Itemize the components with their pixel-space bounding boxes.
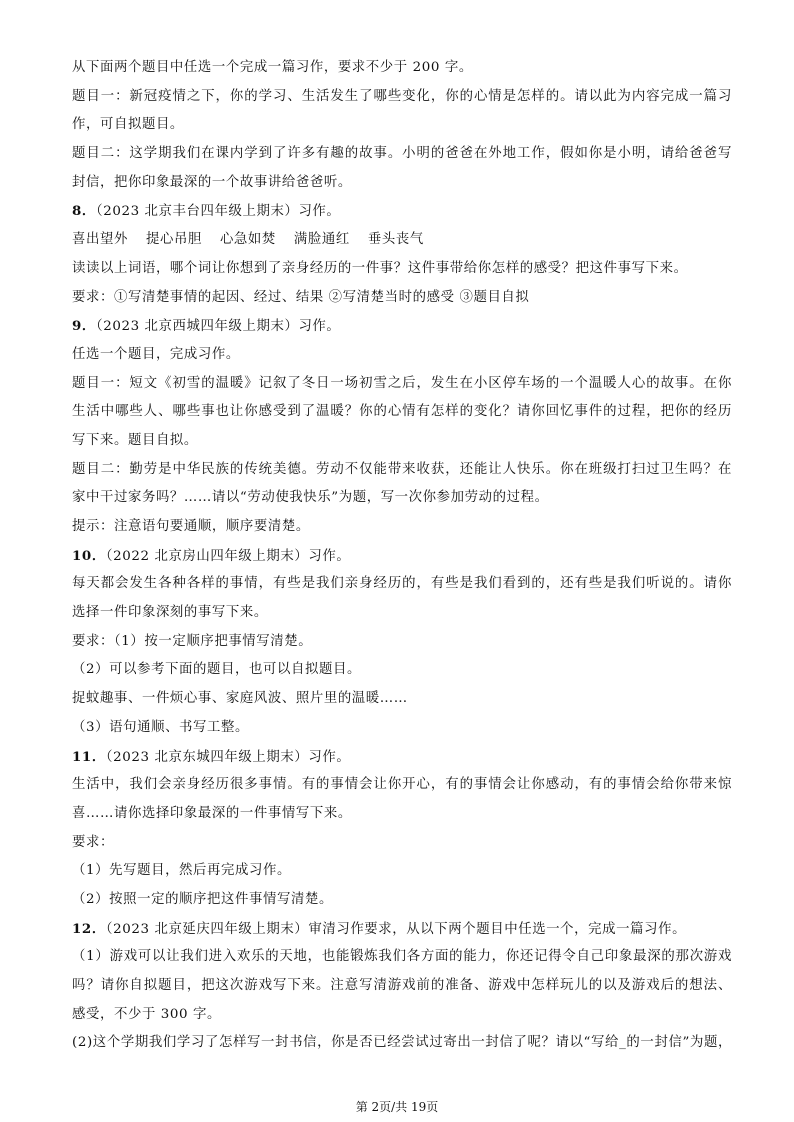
text-line: 生活中，我们会亲身经历很多事情。有的事情会让你开心，有的事情会让你感动，有的事情会给你带来惊: [72, 777, 732, 793]
question-number: 9．: [72, 318, 96, 335]
document-body: [72, 58, 732, 1062]
text-line: 从下面两个题目中任选一个完成一篇习作，要求不少于 200 字。: [72, 60, 473, 75]
idiom-list: [72, 230, 732, 250]
question-source: （2022 北京房山四年级上期末）习作。: [105, 548, 351, 564]
question-number: 8．: [72, 203, 96, 220]
question-9-heading: [72, 316, 732, 336]
question-source: （2023 北京东城四年级上期末）习作。: [105, 749, 351, 765]
text-line: 写下来。题目自拟。: [72, 432, 198, 448]
text-line: 捉蚊趣事、一件烦心事、家庭风波、照片里的温暖……: [72, 691, 408, 707]
text-line: 题目二：这学期我们在课内学到了许多有趣的故事。小明的爸爸在外地工作，假如你是小明，请给爸爸写: [72, 146, 732, 162]
question-source: （2023 北京西城四年级上期末）习作。: [95, 319, 341, 335]
text-line: 题目一：短文《初雪的温暖》记叙了冬日一场初雪之后，发生在小区停车场的一个温暖人心的故事。在你: [72, 375, 732, 391]
idiom: 提心吊胆: [145, 232, 202, 248]
text-line: 要求：（1）按一定顺序把事情写清楚。: [72, 633, 313, 649]
text-line: 喜……请你选择印象最深的一件事情写下来。: [72, 805, 352, 821]
idiom: 满脸通红: [293, 232, 350, 248]
text-line: 任选一个题目，完成习作。: [72, 346, 240, 362]
text-line: 吗？请你自拟题目，把这次游戏写下来。注意写清游戏前的准备、游戏中怎样玩儿的以及游戏后的想法、: [72, 978, 732, 993]
question-source: （2023 北京延庆四年级上期末）审清习作要求，从以下两个题目中任选一个，完成一篇习作。: [105, 921, 687, 937]
page-footer: 第 2页/共 19页: [355, 1100, 439, 1114]
text-line: （2）按照一定的顺序把这件事情写清楚。: [72, 891, 333, 907]
idiom: 喜出望外: [72, 232, 128, 248]
text-line: 读读以上词语，哪个词让你想到了亲身经历的一件事？这件事带给你怎样的感受？把这件事写下来。: [72, 260, 688, 276]
text-line: 作，可自拟题目。: [72, 117, 184, 133]
idiom: 垂头丧气: [367, 232, 424, 248]
text-line: 题目一：新冠疫情之下，你的学习、生活发生了哪些变化，你的心情是怎样的。请以此为内容完成一篇习: [72, 88, 732, 104]
text-line: (2)这个学期我们学习了怎样写一封书信，你是否已经尝试过寄出一封信了呢？请以“写给_的一封信”为题，: [72, 1035, 732, 1051]
idiom: 心急如焚: [219, 232, 276, 248]
text-line: 题目二：勤劳是中华民族的传统美德。劳动不仅能带来收获，还能让人快乐。你在班级打扫过卫生吗？在: [72, 461, 732, 477]
text-line: 提示：注意语句要通顺，顺序要清楚。: [72, 519, 310, 534]
text-line: 生活中哪些人、哪些事也让你感受到了温暖？你的心情有怎样的变化？请你回忆事件的过程，把你的经历: [72, 404, 732, 420]
text-line: （1）先写题目，然后再完成习作。: [72, 863, 291, 879]
question-number: 10．: [72, 547, 106, 564]
question-10-heading: [72, 546, 732, 566]
text-line: 每天都会发生各种各样的事情，有些是我们亲身经历的，有些是我们看到的，还有些是我们听说的。请你: [72, 576, 732, 592]
text-line: 感受，不少于 300 字。: [72, 1006, 221, 1022]
text-line: 要求：①写清楚事情的起因、经过、结果 ②写清楚当时的感受 ③题目自拟: [72, 289, 530, 305]
question-number: 12．: [72, 920, 106, 937]
question-source: （2023 北京丰台四年级上期末）习作。: [95, 204, 341, 220]
text-line: （2）可以参考下面的题目，也可以自拟题目。: [72, 662, 361, 678]
text-line: 要求：: [72, 834, 114, 850]
text-line: 家中干过家务吗？……请以“劳动使我快乐”为题，写一次你参加劳动的过程。: [72, 490, 549, 506]
text-line: （3）语句通顺、书写工整。: [72, 719, 250, 735]
text-line: 封信，把你印象最深的一个故事讲给爸爸听。: [72, 174, 352, 190]
text-line: 选择一件印象深刻的事写下来。: [72, 605, 268, 621]
question-8-heading: [72, 201, 732, 221]
question-11-heading: [72, 747, 732, 767]
question-12-heading: [72, 919, 732, 939]
question-number: 11．: [72, 748, 106, 765]
text-line: （1）游戏可以让我们进入欢乐的天地，也能锻炼我们各方面的能力，你还记得令自己印象最深的那次游戏: [72, 949, 732, 965]
